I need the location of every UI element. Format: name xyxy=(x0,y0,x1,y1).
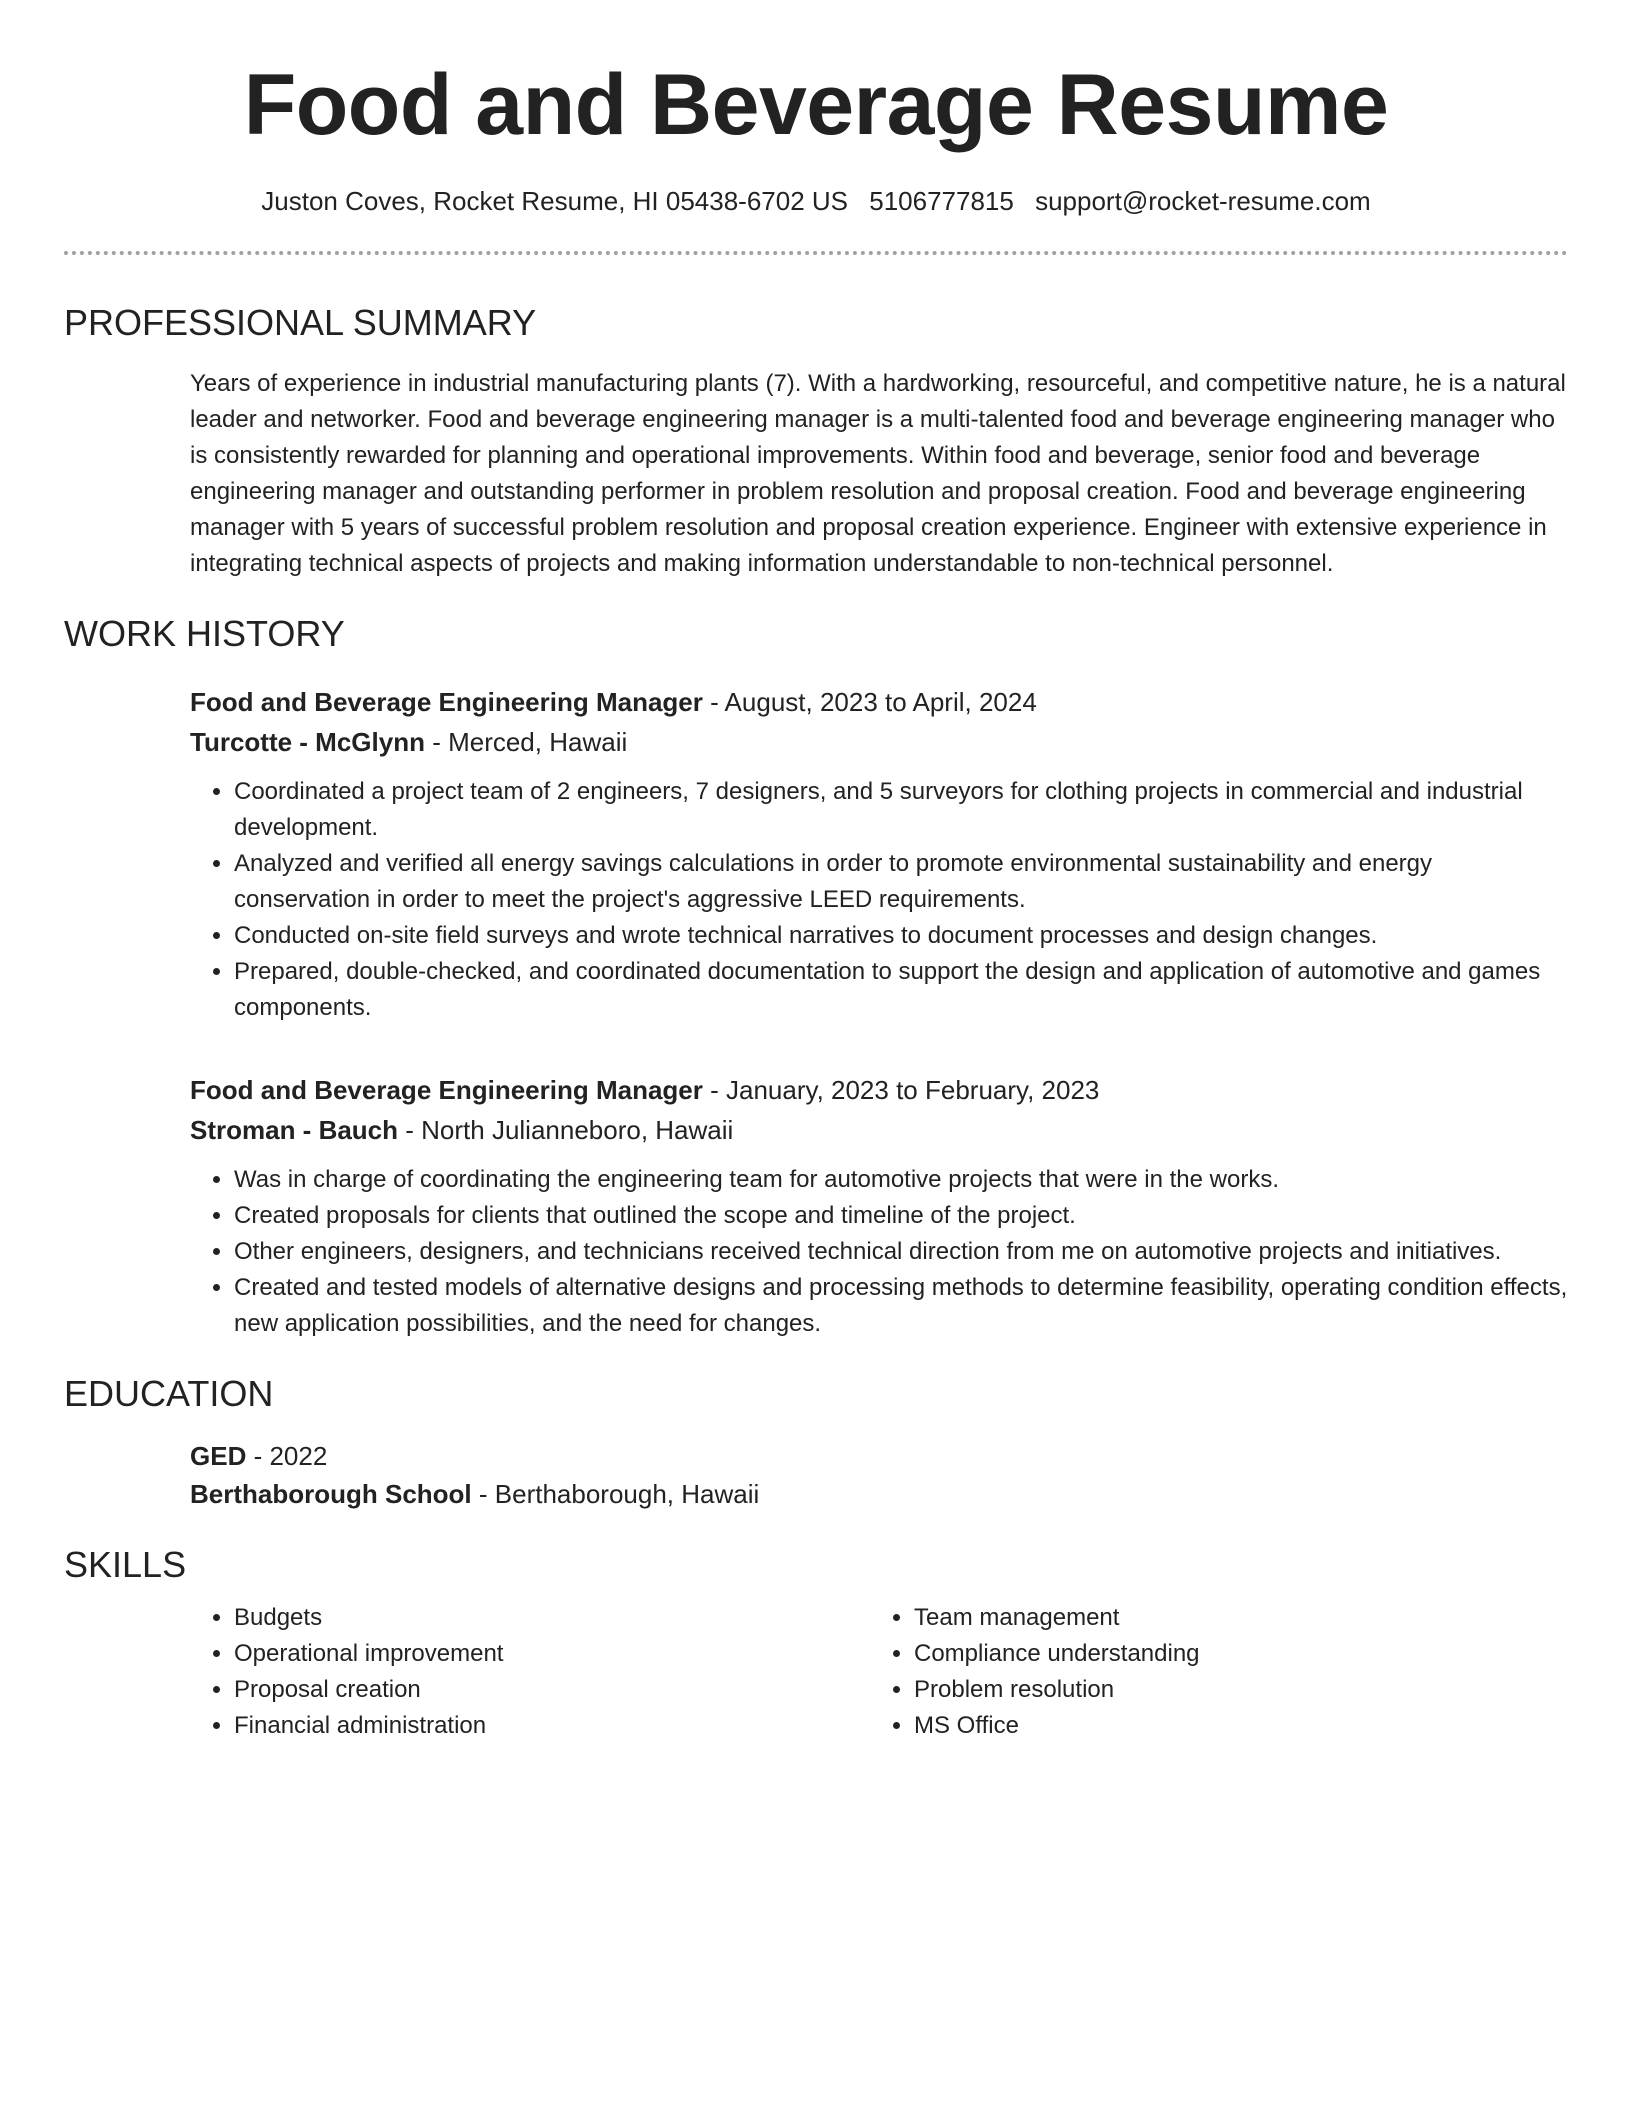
degree-line xyxy=(190,1437,1568,1475)
job-dates: - August, 2023 to April, 2024 xyxy=(702,686,1037,717)
job-title: Food and Beverage Engineering Manager xyxy=(190,1074,703,1105)
skill-item: • Compliance understanding xyxy=(914,1636,1550,1672)
job-company-line xyxy=(190,1110,1568,1150)
header-divider xyxy=(64,251,1568,255)
job-bullets xyxy=(190,1162,1568,1342)
skill-item: • Proposal creation xyxy=(234,1672,870,1708)
job-bullet: • Was in charge of coordinating the engineering team for automotive projects that were in the works. xyxy=(234,1162,1568,1198)
job-title-line xyxy=(190,1070,1568,1110)
job-entry xyxy=(190,1070,1568,1342)
job-entry xyxy=(190,682,1568,1026)
job-bullets xyxy=(190,774,1568,1026)
job-bullet: • Analyzed and verified all energy savings calculations in order to promote environmental sustainability and energy conservation in order to meet the project's aggressive LEED requirements. xyxy=(234,846,1568,918)
contact-email: support@rocket-resume.com xyxy=(1035,186,1371,216)
school-line xyxy=(190,1475,1568,1513)
school-location: - Berthaborough, Hawaii xyxy=(471,1478,760,1509)
summary-text: Years of experience in industrial manufacturing plants (7). With a hardworking, resourceful, and competitive nature, he is a natural leader and networker. Food and beverage engineering manager is a multi-talented food and beverage engineering manager who is consistently rewarded for planning and operational improvements. Within food and beverage, senior food and beverage engineering manager and outstanding performer in problem resolution and proposal creation. Food and beverage engineering manager with 5 years of successful problem resolution and proposal creation experience. Engineer with extensive experience in integrating technical aspects of projects and making information understandable to non-technical personnel. xyxy=(190,370,1566,578)
skills-heading: SKILLS xyxy=(64,1543,187,1585)
education-heading: EDUCATION xyxy=(64,1372,274,1414)
resume-title: Food and Beverage Resume xyxy=(243,57,1389,153)
contact-phone: 5106777815 xyxy=(869,186,1014,216)
contact-line xyxy=(64,186,1568,217)
job-dates: - January, 2023 to February, 2023 xyxy=(702,1074,1100,1105)
job-bullet: • Other engineers, designers, and technicians received technical direction from me on automotive projects and initiatives. xyxy=(234,1234,1568,1270)
job-bullet: • Conducted on-site field surveys and wrote technical narratives to document processes and design changes. xyxy=(234,918,1568,954)
job-title-line xyxy=(190,682,1568,722)
skills-column-right xyxy=(870,1600,1550,1744)
job-bullet: • Created and tested models of alternative designs and processing methods to determine feasibility, operating condition effects, new application possibilities, and the need for changes. xyxy=(234,1270,1568,1342)
job-bullet: • Coordinated a project team of 2 engineers, 7 designers, and 5 surveyors for clothing projects in commercial and industrial development. xyxy=(234,774,1568,846)
skill-item: • Budgets xyxy=(234,1600,870,1636)
job-title: Food and Beverage Engineering Manager xyxy=(190,686,703,717)
degree-year: - 2022 xyxy=(246,1440,328,1471)
school-name: Berthaborough School xyxy=(190,1478,472,1509)
skills-grid xyxy=(190,1600,1568,1744)
skill-item: • Operational improvement xyxy=(234,1636,870,1672)
job-company-line xyxy=(190,722,1568,762)
skills-column-left xyxy=(190,1600,870,1744)
job-location: - Merced, Hawaii xyxy=(424,726,628,757)
job-bullet: • Prepared, double-checked, and coordinated documentation to support the design and application of automotive and games components. xyxy=(234,954,1568,1026)
summary-section xyxy=(64,301,1568,582)
skill-item: • Problem resolution xyxy=(914,1672,1550,1708)
job-company: Turcotte - McGlynn xyxy=(190,726,425,757)
job-company: Stroman - Bauch xyxy=(190,1114,399,1145)
education-section xyxy=(64,1372,1568,1513)
skills-section xyxy=(64,1543,1568,1744)
skill-item: • MS Office xyxy=(914,1708,1550,1744)
job-bullet: • Created proposals for clients that outlined the scope and timeline of the project. xyxy=(234,1198,1568,1234)
skill-item: • Financial administration xyxy=(234,1708,870,1744)
work-history-section xyxy=(64,612,1568,1341)
work-history-heading: WORK HISTORY xyxy=(64,613,345,655)
contact-address: Juston Coves, Rocket Resume, HI 05438-6702 US xyxy=(261,186,849,216)
summary-heading: PROFESSIONAL SUMMARY xyxy=(64,302,537,344)
skill-item: • Team management xyxy=(914,1600,1550,1636)
degree: GED xyxy=(190,1440,247,1471)
job-location: - North Julianneboro, Hawaii xyxy=(398,1114,734,1145)
